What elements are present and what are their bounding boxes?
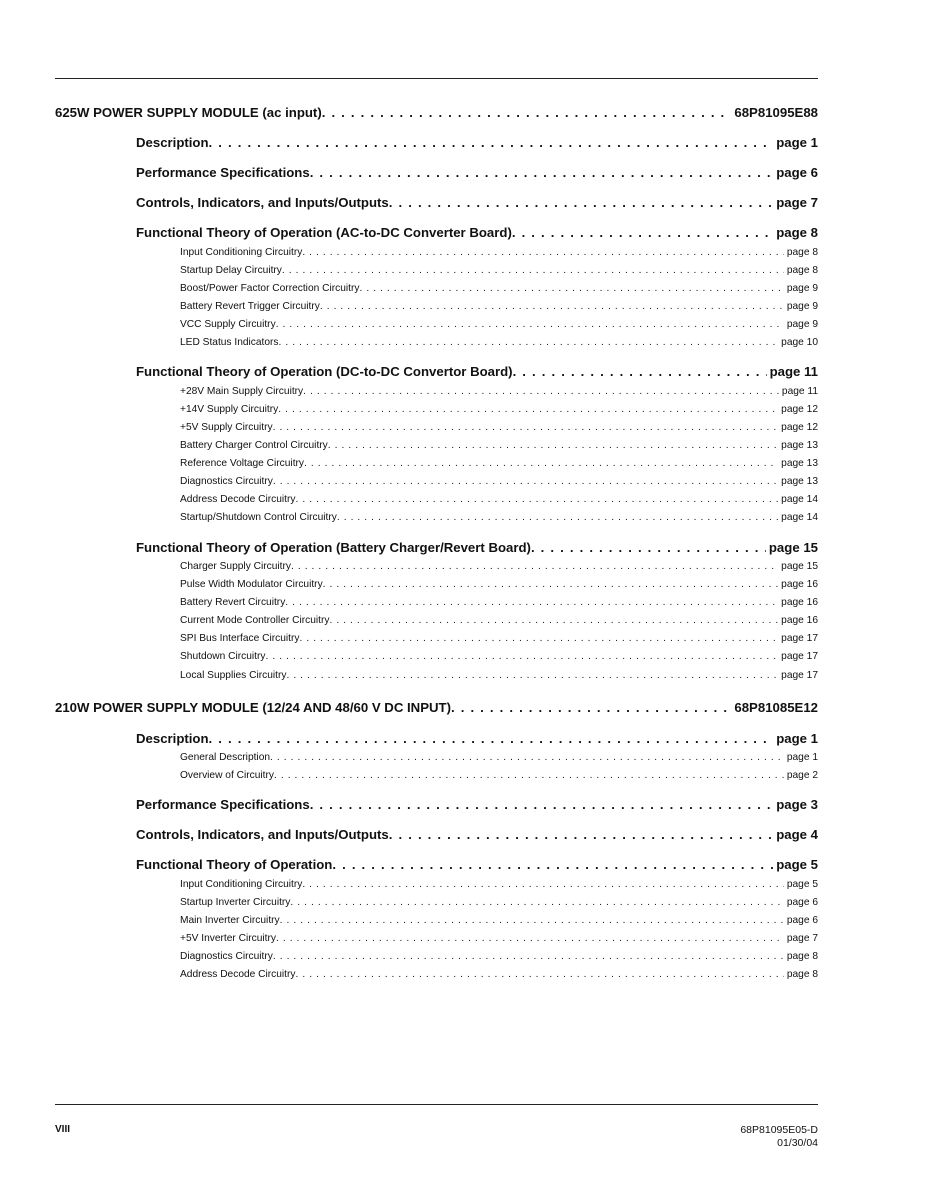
dot-leader: [280, 915, 784, 926]
toc-title: Performance Specifications: [136, 797, 310, 812]
dot-leader: [337, 512, 778, 523]
dot-leader: [296, 494, 779, 505]
toc-entry[interactable]: [136, 857, 818, 875]
toc-page: page 8: [776, 225, 818, 240]
toc-subentry[interactable]: [180, 579, 818, 593]
toc-subentry[interactable]: [180, 512, 818, 526]
toc-page: page 14: [781, 494, 818, 505]
toc-section[interactable]: [55, 700, 818, 718]
dot-leader: [266, 651, 779, 662]
toc-title: Shutdown Circuitry: [180, 651, 266, 662]
dot-leader: [273, 476, 778, 487]
toc-title: Pulse Width Modulator Circuitry: [180, 579, 323, 590]
dot-leader: [278, 404, 778, 415]
toc-page: page 6: [786, 897, 818, 908]
toc-title: Functional Theory of Operation (Battery Charger/Revert Board): [136, 540, 531, 555]
dot-leader: [512, 225, 773, 240]
dot-leader: [285, 597, 778, 608]
toc-page: page 2: [786, 770, 818, 781]
toc-title: Functional Theory of Operation (AC-to-DC Converter Board): [136, 225, 512, 240]
toc-title: Overview of Circuitry: [180, 770, 274, 781]
toc-title: Functional Theory of Operation (DC-to-DC Convertor Board): [136, 364, 513, 379]
toc-page: page 1: [776, 135, 818, 150]
dot-leader: [209, 731, 774, 746]
toc-title: Local Supplies Circuitry: [180, 670, 287, 681]
toc-subentry[interactable]: [180, 283, 818, 297]
toc-page: page 14: [781, 512, 818, 523]
dot-leader: [359, 283, 783, 294]
toc-entry[interactable]: [136, 827, 818, 845]
toc-subentry[interactable]: [180, 404, 818, 418]
toc-title: Input Conditioning Circuitry: [180, 879, 303, 890]
toc-page: page 6: [786, 915, 818, 926]
toc-title: +5V Supply Circuitry: [180, 422, 273, 433]
dot-leader: [276, 933, 784, 944]
toc-subentry[interactable]: [180, 879, 818, 893]
dot-leader: [332, 857, 773, 872]
toc-title: Startup Delay Circuitry: [180, 265, 282, 276]
toc-page: page 13: [781, 440, 818, 451]
dot-leader: [304, 458, 778, 469]
toc-page: page 16: [781, 597, 818, 608]
toc-title: Main Inverter Circuitry: [180, 915, 280, 926]
toc-section[interactable]: [55, 105, 818, 123]
dot-leader: [286, 670, 778, 681]
toc-page: page 16: [781, 579, 818, 590]
toc-entry[interactable]: [136, 540, 818, 558]
top-rule: [55, 78, 818, 79]
toc-page: page 7: [786, 933, 818, 944]
dot-leader: [310, 797, 774, 812]
toc-subentry[interactable]: [180, 458, 818, 472]
dot-leader: [279, 337, 779, 348]
dot-leader: [451, 700, 731, 715]
toc-page: 68P81085E12: [734, 700, 818, 715]
toc-title: Battery Charger Control Circuitry: [180, 440, 328, 451]
toc-subentry[interactable]: [180, 440, 818, 454]
toc-page: page 12: [781, 422, 818, 433]
dot-leader: [322, 105, 732, 120]
dot-leader: [531, 540, 766, 555]
toc-subentry[interactable]: [180, 319, 818, 333]
toc-page: page 9: [786, 301, 818, 312]
toc-page: page 4: [776, 827, 818, 842]
toc-entry[interactable]: [136, 135, 818, 153]
dot-leader: [291, 561, 778, 572]
toc-page: page 15: [781, 561, 818, 572]
toc-title: General Description: [180, 752, 271, 763]
toc-title: Input Conditioning Circuitry: [180, 247, 303, 258]
toc-page: page 5: [776, 857, 818, 872]
dot-leader: [296, 969, 784, 980]
toc-page: page 11: [781, 386, 818, 397]
toc-entry[interactable]: [136, 225, 818, 243]
footer-doc-info: [740, 1124, 818, 1150]
dot-leader: [270, 752, 784, 763]
toc-title: Current Mode Controller Circuitry: [180, 615, 330, 626]
toc-subentry[interactable]: [180, 770, 818, 784]
dot-leader: [303, 386, 779, 397]
toc-subentry[interactable]: [180, 969, 818, 983]
toc-subentry[interactable]: [180, 247, 818, 261]
toc-page: page 6: [776, 165, 818, 180]
toc-title: Battery Revert Trigger Circuitry: [180, 301, 320, 312]
toc-subentry[interactable]: [180, 933, 818, 947]
toc-page: page 16: [781, 615, 818, 626]
dot-leader: [389, 827, 773, 842]
toc-title: Description: [136, 731, 209, 746]
toc-title: SPI Bus Interface Circuitry: [180, 633, 300, 644]
toc-title: Charger Supply Circuitry: [180, 561, 291, 572]
toc-page: page 8: [786, 265, 818, 276]
toc-subentry[interactable]: [180, 915, 818, 929]
toc-page: page 9: [786, 283, 818, 294]
toc-title: 210W POWER SUPPLY MODULE (12/24 AND 48/60 V DC INPUT): [55, 700, 451, 715]
bottom-rule: [55, 1104, 818, 1105]
toc-page: page 17: [781, 633, 818, 644]
toc-subentry[interactable]: [180, 265, 818, 279]
toc-title: LED Status Indicators: [180, 337, 279, 348]
dot-leader: [302, 879, 784, 890]
toc-title: Controls, Indicators, and Inputs/Outputs: [136, 195, 389, 210]
toc-title: VCC Supply Circuitry: [180, 319, 276, 330]
toc-title: Description: [136, 135, 209, 150]
toc-title: Diagnostics Circuitry: [180, 476, 273, 487]
toc-subentry[interactable]: [180, 301, 818, 315]
toc-page: page 5: [786, 879, 818, 890]
toc-title: Boost/Power Factor Correction Circuitry: [180, 283, 360, 294]
toc-page: 68P81095E88: [734, 105, 818, 120]
toc-entry[interactable]: [136, 731, 818, 749]
toc-entry[interactable]: [136, 195, 818, 213]
toc-title: Diagnostics Circuitry: [180, 951, 273, 962]
dot-leader: [302, 247, 784, 258]
toc-page: page 1: [786, 752, 818, 763]
toc-page: page 12: [781, 404, 818, 415]
dot-leader: [209, 135, 774, 150]
dot-leader: [310, 165, 774, 180]
toc-page: page 10: [781, 337, 818, 348]
toc-page: page 3: [776, 797, 818, 812]
toc-subentry[interactable]: [180, 651, 818, 665]
toc-subentry[interactable]: [180, 422, 818, 436]
toc-subentry[interactable]: [180, 337, 818, 351]
toc-title: +28V Main Supply Circuitry: [180, 386, 304, 397]
dot-leader: [320, 301, 784, 312]
toc-title: Controls, Indicators, and Inputs/Outputs: [136, 827, 389, 842]
dot-leader: [290, 897, 783, 908]
toc-subentry[interactable]: [180, 561, 818, 575]
dot-leader: [328, 440, 778, 451]
toc-subentry[interactable]: [180, 633, 818, 647]
toc-title: Startup Inverter Circuitry: [180, 897, 291, 908]
dot-leader: [323, 579, 779, 590]
dot-leader: [276, 319, 784, 330]
toc-title: 625W POWER SUPPLY MODULE (ac input): [55, 105, 322, 120]
toc-entry[interactable]: [136, 797, 818, 815]
toc-title: +14V Supply Circuitry: [180, 404, 279, 415]
toc-title: Address Decode Circuitry: [180, 969, 296, 980]
toc-page: page 11: [769, 364, 818, 379]
dot-leader: [389, 195, 773, 210]
dot-leader: [274, 770, 784, 781]
toc-title: +5V Inverter Circuitry: [180, 933, 276, 944]
dot-leader: [513, 364, 767, 379]
toc-subentry[interactable]: [180, 897, 818, 911]
dot-leader: [282, 265, 784, 276]
toc-subentry[interactable]: [180, 597, 818, 611]
toc-page: page 9: [786, 319, 818, 330]
toc-title: Reference Voltage Circuitry: [180, 458, 305, 469]
page-number: VIII: [55, 1124, 71, 1135]
doc-number: 68P81095E05-D: [740, 1124, 818, 1136]
dot-leader: [329, 615, 778, 626]
toc-page: page 8: [786, 247, 818, 258]
toc-subentry[interactable]: [180, 386, 818, 400]
toc-page: page 8: [786, 951, 818, 962]
toc-title: Performance Specifications: [136, 165, 310, 180]
toc-title: Battery Revert Circuitry: [180, 597, 286, 608]
toc-entry[interactable]: [136, 364, 818, 382]
toc-page: page 15: [768, 540, 818, 555]
toc-entry[interactable]: [136, 165, 818, 183]
toc-title: Startup/Shutdown Control Circuitry: [180, 512, 337, 523]
toc-page: page 17: [781, 670, 818, 681]
toc-page: page 13: [781, 476, 818, 487]
dot-leader: [299, 633, 778, 644]
toc-page: page 8: [786, 969, 818, 980]
toc-subentry[interactable]: [180, 670, 818, 684]
toc-page: page 7: [776, 195, 818, 210]
toc-subentry[interactable]: [180, 951, 818, 965]
doc-date: 01/30/04: [777, 1137, 818, 1149]
toc-subentry[interactable]: [180, 615, 818, 629]
dot-leader: [273, 951, 784, 962]
toc-page: page 17: [781, 651, 818, 662]
toc-page: page 1: [776, 731, 818, 746]
toc-subentry[interactable]: [180, 752, 818, 766]
toc-title: Address Decode Circuitry: [180, 494, 296, 505]
toc-subentry[interactable]: [180, 494, 818, 508]
toc-title: Functional Theory of Operation: [136, 857, 333, 872]
toc-page: page 13: [781, 458, 818, 469]
toc-subentry[interactable]: [180, 476, 818, 490]
dot-leader: [273, 422, 779, 433]
